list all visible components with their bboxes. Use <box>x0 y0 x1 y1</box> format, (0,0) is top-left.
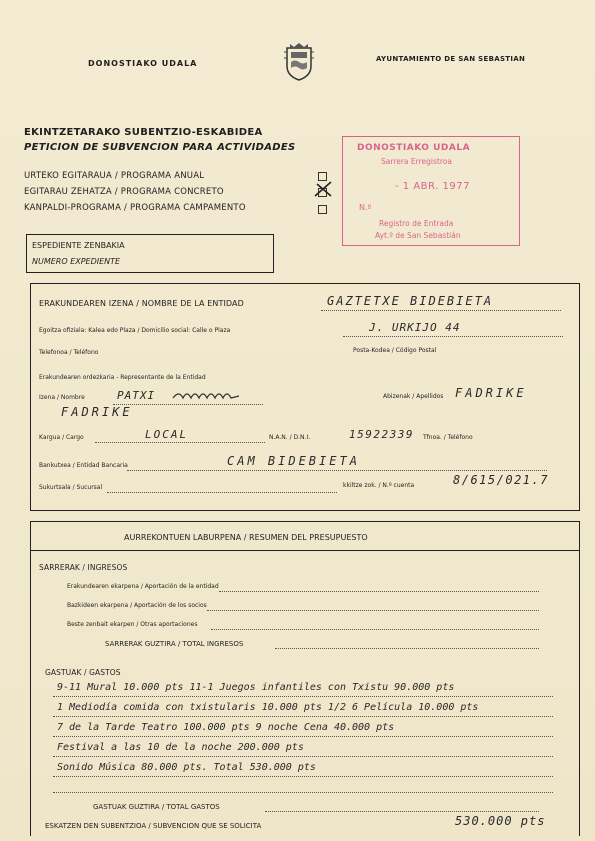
option-label: EGITARAU ZEHATZA / PROGRAMA CONCRETO <box>24 187 224 197</box>
expense-line[interactable]: Sonido Música 80.000 pts. Total 530.000 pts <box>57 762 316 773</box>
option-label: KANPALDI-PROGRAMA / PROGRAMA CAMPAMENTO <box>24 203 246 213</box>
surname-label: Abizenak / Apellidos <box>383 393 444 400</box>
bank-value[interactable]: CAM BIDEBIETA <box>227 454 360 468</box>
expense-line[interactable]: 9-11 Mural 10.000 pts 11-1 Juegos infantiles con Txistu 90.000 pts <box>57 682 455 693</box>
stamp-date: - 1 ABR. 1977 <box>395 181 470 192</box>
phone-label: Telefonoa / Teléfono <box>39 349 99 356</box>
budget-title: AURREKONTUEN LABURPENA / RESUMEN DEL PRESUPUESTO <box>124 533 368 542</box>
expense-header: GASTUAK / GASTOS <box>45 668 121 677</box>
header-left: DONOSTIAKO UDALA <box>88 59 198 68</box>
registry-stamp <box>342 136 520 246</box>
cargo-label: Kargua / Cargo <box>39 434 84 441</box>
subsidy-value[interactable]: 530.000 pts <box>455 814 546 828</box>
budget-box <box>30 521 580 836</box>
expense-line[interactable]: 1 Mediodía comida con txistularis 10.000 pts 1/2 6 Película 10.000 pts <box>57 702 479 713</box>
stamp-line2: Sarrera Erregistroa <box>381 157 452 166</box>
surname-value-2[interactable]: FADRIKE <box>61 405 133 419</box>
stamp-no: N.º <box>359 203 372 212</box>
expense-line[interactable]: 7 de la Tarde Teatro 100.000 pts 9 noche Cena 40.000 pts <box>57 722 395 733</box>
branch-label: Sukurtsala / Sucursal <box>39 484 103 491</box>
entity-name-label: ERAKUNDEAREN IZENA / NOMBRE DE LA ENTIDAD <box>39 299 244 308</box>
income-header: SARRERAK / INGRESOS <box>39 563 128 572</box>
stamp-line1: DONOSTIAKO UDALA <box>357 143 471 153</box>
entity-name-value[interactable]: GAZTETXE BIDEBIETA <box>327 294 494 308</box>
expense-line[interactable]: Festival a las 10 de la noche 200.000 pts <box>57 742 304 753</box>
expediente-box <box>26 234 274 273</box>
account-label: kkiltze zok. / N.º cuenta <box>343 482 415 489</box>
izena-value[interactable]: PATXI <box>117 389 156 402</box>
title-basque: EKINTZETARAKO SUBENTZIO-ESKABIDEA <box>24 127 263 138</box>
address-label: Egoitza ofiziala: Kalea edo Plaza / Domicilio social: Calle o Plaza <box>39 327 231 334</box>
scribble-icon <box>171 388 241 402</box>
nan-label: N.A.N. / D.N.I. <box>269 434 311 441</box>
cargo-value[interactable]: LOCAL <box>145 428 189 441</box>
expediente-line2: NUMERO EXPEDIENTE <box>32 257 121 266</box>
header-right: AYUNTAMIENTO DE SAN SEBASTIAN <box>376 55 526 63</box>
expediente-line1: ESPEDIENTE ZENBAKIA <box>32 241 125 250</box>
title-spanish: PETICION DE SUBVENCION PARA ACTIVIDADES <box>24 142 296 153</box>
income-row: Beste zenbait ekarpen / Otras aportaciones <box>67 621 198 628</box>
coat-of-arms-icon <box>282 42 316 82</box>
subsidy-label: ESKATZEN DEN SUBENTZIOA / SUBVENCION QUE SE SOLICITA <box>45 822 262 830</box>
stamp-line4: Registro de Entrada <box>379 219 454 228</box>
option-checkbox-campamento[interactable] <box>318 205 327 214</box>
nan-value[interactable]: 15922339 <box>349 428 414 441</box>
postal-label: Posta-Kodea / Código Postal <box>353 347 437 354</box>
tel-label: Tfnoa. / Teléfono <box>423 434 473 441</box>
income-row: Erakundearen ekarpena / Aportación de la entidad <box>67 583 219 590</box>
address-value[interactable]: J. URKIJO 44 <box>369 321 461 334</box>
expense-total-label: GASTUAK GUZTIRA / TOTAL GASTOS <box>93 803 220 811</box>
option-label: URTEKO EGITARAUA / PROGRAMA ANUAL <box>24 171 205 181</box>
surname-value[interactable]: FADRIKE <box>455 386 527 400</box>
bank-label: Bankutxea / Entidad Bancaria <box>39 462 128 469</box>
income-total-label: SARRERAK GUZTIRA / TOTAL INGRESOS <box>105 640 244 648</box>
entity-box <box>30 283 580 511</box>
account-value[interactable]: 8/615/021.7 <box>453 473 549 487</box>
income-row: Bazkideen ekarpena / Aportación de los socios <box>67 602 207 609</box>
izena-label: Izena / Nombre <box>39 394 85 401</box>
stamp-line5: Ayt.º de San Sebastián <box>375 231 461 240</box>
check-mark-icon <box>313 180 335 200</box>
representative-label: Erakundearen ordezkaria - Representante de la Entidad <box>39 374 206 381</box>
